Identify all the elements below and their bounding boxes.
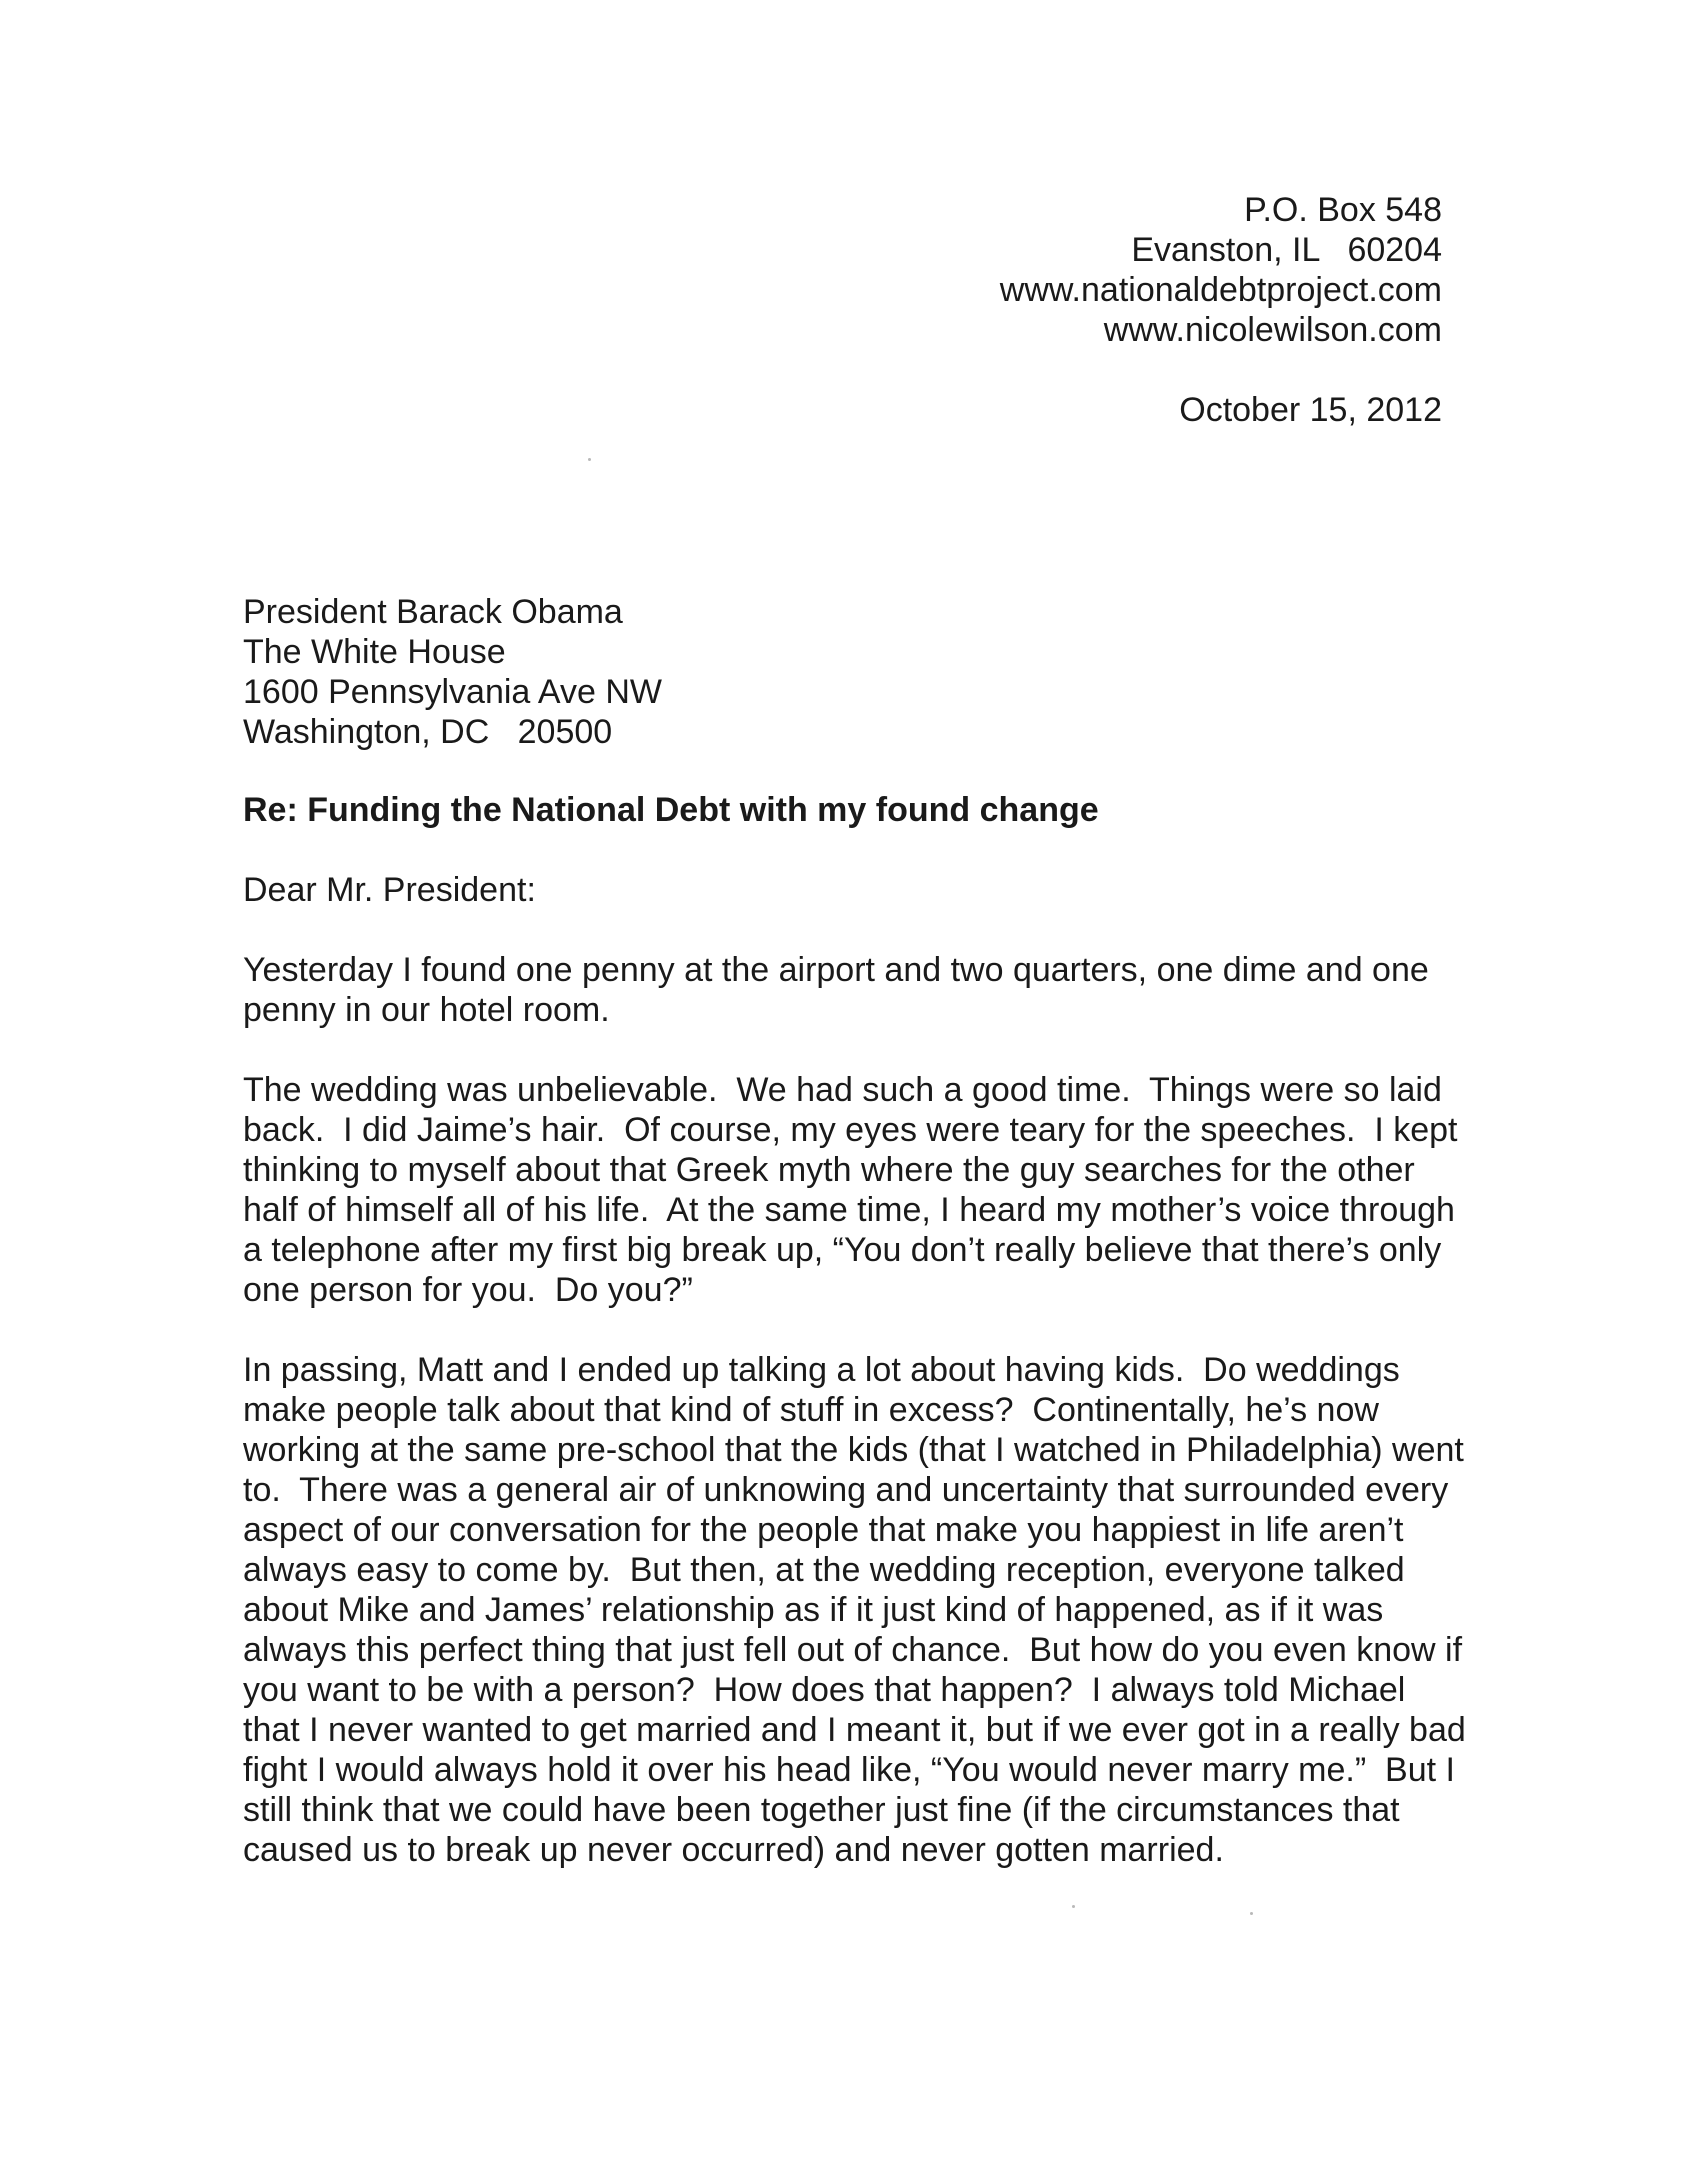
sender-website-2: www.nicolewilson.com [1103, 311, 1442, 349]
sender-address-block [1000, 190, 1442, 350]
paragraph-line: one person for you. Do you?” [243, 1271, 693, 1309]
scan-speck [1250, 1912, 1253, 1915]
paragraph-line: back. I did Jaime’s hair. Of course, my eyes were teary for the speeches. I kept [243, 1111, 1458, 1149]
scan-speck [1072, 1905, 1075, 1908]
paragraph-line: to. There was a general air of unknowing and uncertainty that surrounded every [243, 1471, 1449, 1509]
paragraph-line: The wedding was unbelievable. We had such a good time. Things were so laid [243, 1071, 1442, 1109]
paragraph-line: about Mike and James’ relationship as if it just kind of happened, as if it was [243, 1591, 1384, 1629]
recipient-city-state-zip: Washington, DC 20500 [243, 713, 613, 751]
sender-po-box: P.O. Box 548 [1244, 191, 1442, 229]
paragraph-line: penny in our hotel room. [243, 991, 610, 1029]
letter-date: October 15, 2012 [1179, 391, 1442, 429]
recipient-organization: The White House [243, 633, 506, 671]
paragraph-line: fight I would always hold it over his head like, “You would never marry me.” But I [243, 1751, 1455, 1789]
scan-speck [588, 458, 591, 461]
paragraph-line: In passing, Matt and I ended up talking a lot about having kids. Do weddings [243, 1351, 1400, 1389]
paragraph-line: a telephone after my first big break up, “You don’t really believe that there’s only [243, 1231, 1442, 1269]
body-paragraph-2 [243, 1070, 1463, 1310]
subject-line: Re: Funding the National Debt with my found change [243, 791, 1099, 829]
paragraph-line: half of himself all of his life. At the same time, I heard my mother’s voice through [243, 1191, 1455, 1229]
sender-city-state-zip: Evanston, IL 60204 [1131, 231, 1442, 269]
body-paragraph-3 [243, 1350, 1466, 1870]
salutation: Dear Mr. President: [243, 871, 536, 909]
paragraph-line: that I never wanted to get married and I meant it, but if we ever got in a really bad [243, 1711, 1466, 1749]
paragraph-line: Yesterday I found one penny at the airport and two quarters, one dime and one [243, 951, 1429, 989]
recipient-address-block [243, 592, 662, 752]
body-paragraph-1 [243, 950, 1463, 1030]
recipient-street: 1600 Pennsylvania Ave NW [243, 673, 662, 711]
paragraph-line: working at the same pre-school that the kids (that I watched in Philadelphia) went [243, 1431, 1464, 1469]
paragraph-line: aspect of our conversation for the people that make you happiest in life aren’t [243, 1511, 1404, 1549]
sender-website-1: www.nationaldebtproject.com [999, 271, 1442, 309]
recipient-name: President Barack Obama [243, 593, 623, 631]
paragraph-line: make people talk about that kind of stuff in excess? Continentally, he’s now [243, 1391, 1379, 1429]
paragraph-line: always this perfect thing that just fell out of chance. But how do you even know if [243, 1631, 1463, 1669]
paragraph-line: you want to be with a person? How does that happen? I always told Michael [243, 1671, 1406, 1709]
paragraph-line: always easy to come by. But then, at the wedding reception, everyone talked [243, 1551, 1405, 1589]
paragraph-line: thinking to myself about that Greek myth where the guy searches for the other [243, 1151, 1415, 1189]
paragraph-line: still think that we could have been together just fine (if the circumstances that [243, 1791, 1400, 1829]
paragraph-line: caused us to break up never occurred) and never gotten married. [243, 1831, 1224, 1869]
